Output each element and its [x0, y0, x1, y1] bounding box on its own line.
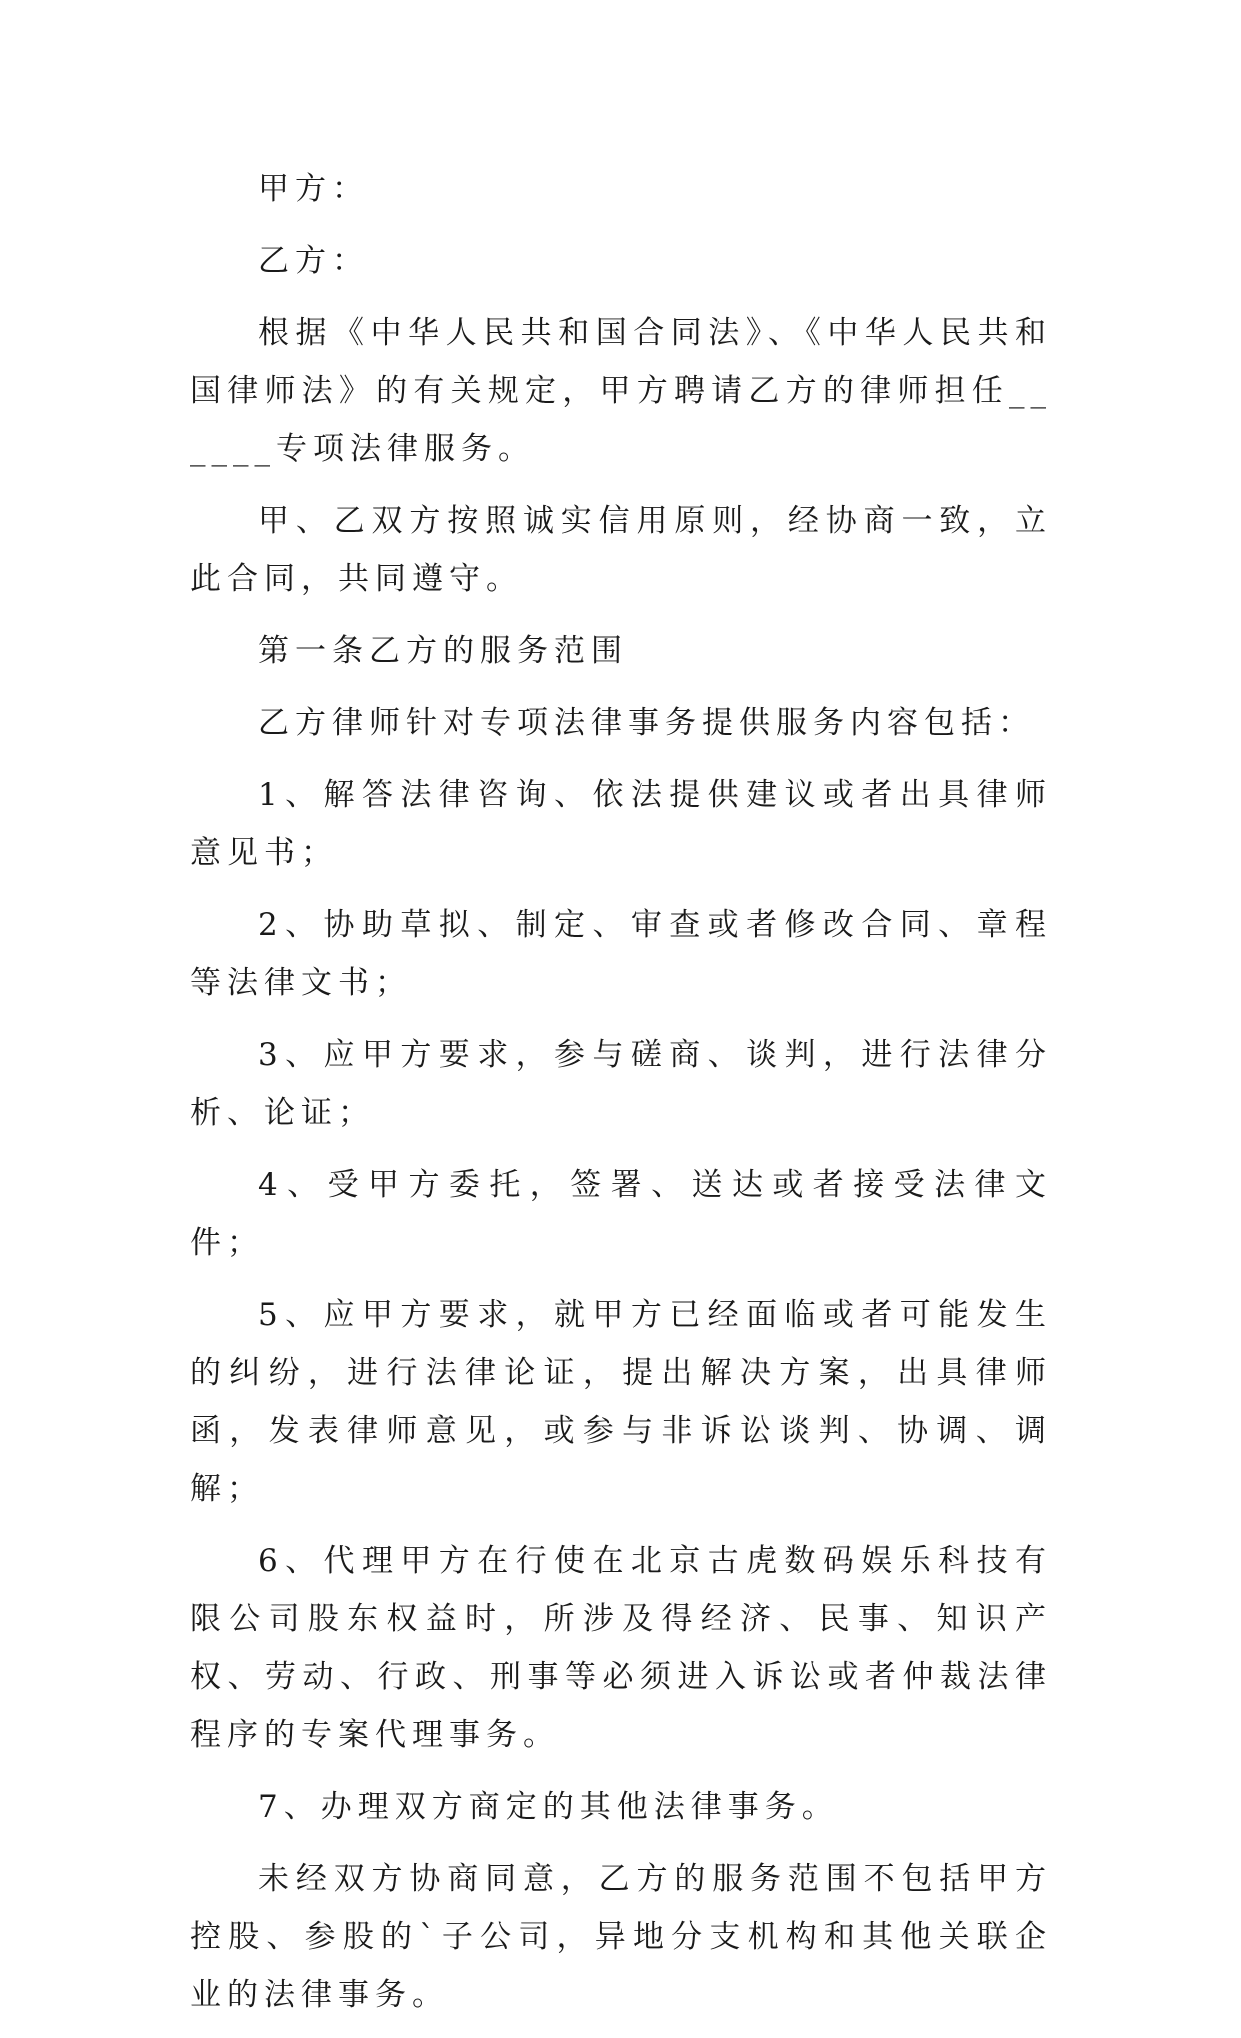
- scope-exclusion-paragraph: 未经双方协商同意，乙方的服务范围不包括甲方控股、参股的`子公司，异地分支机构和其他关联企业的法律事务。: [190, 1861, 1052, 2013]
- service-item-5: 5、应甲方要求，就甲方已经面临或者可能发生的纠纷，进行法律论证，提出解决方案，出具律师函，发表律师意见，或参与非诉讼谈判、协调、调解；: [190, 1297, 1052, 1507]
- service-item-1: 1、解答法律咨询、依法提供建议或者出具律师意见书；: [190, 777, 1052, 871]
- agreement-paragraph: 甲、乙双方按照诚实信用原则，经协商一致，立此合同，共同遵守。: [190, 503, 1052, 597]
- party-a-line: 甲方：: [258, 171, 369, 207]
- party-b-line: 乙方：: [258, 243, 369, 279]
- service-item-7: 7、办理双方商定的其他法律事务。: [258, 1789, 839, 1825]
- service-intro-paragraph: 乙方律师针对专项法律事务提供服务内容包括：: [258, 705, 1035, 741]
- service-item-6: 6、代理甲方在行使在北京古虎数码娱乐科技有限公司股东权益时，所涉及得经济、民事、知识产权、劳动、行政、刑事等必须进入诉讼或者仲裁法律程序的专案代理事务。: [190, 1543, 1052, 1753]
- document-page: [190, 160, 1052, 2038]
- article-one-heading: 第一条乙方的服务范围: [258, 633, 628, 669]
- preamble-paragraph: 根据《中华人民共和国合同法》、《中华人民共和国律师法》的有关规定，甲方聘请乙方的律师担任______专项法律服务。: [190, 315, 1052, 467]
- service-item-3: 3、应甲方要求，参与磋商、谈判，进行法律分析、论证；: [190, 1037, 1052, 1131]
- service-item-2: 2、协助草拟、制定、审查或者修改合同、章程等法律文书；: [190, 907, 1052, 1001]
- service-item-4: 4、受甲方委托，签署、送达或者接受法律文件；: [190, 1167, 1052, 1261]
